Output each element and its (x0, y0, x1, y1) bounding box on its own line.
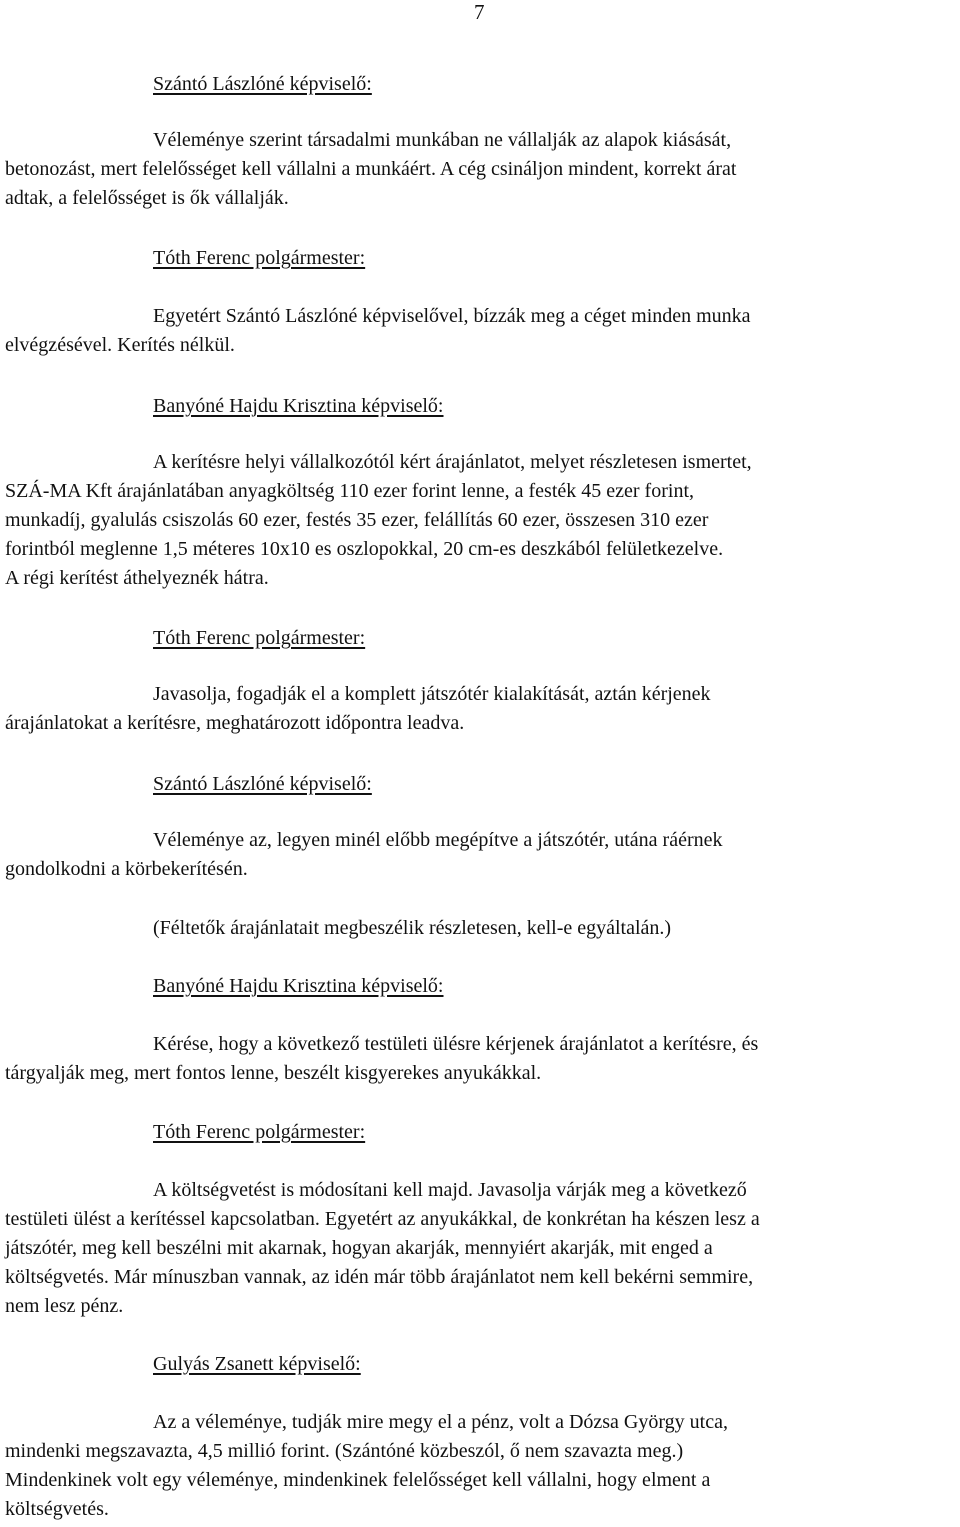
paragraph (5, 448, 960, 593)
paragraph-line: Javasolja, fogadják el a komplett játszótér kialakítását, aztán kérjenek (153, 683, 711, 705)
paragraph-line: Az a véleménye, tudják mire megy el a pénz, volt a Dózsa György utca, (153, 1411, 728, 1433)
paragraph-line: Egyetért Szántó Lászlóné képviselővel, bízzák meg a céget minden munka (153, 305, 751, 327)
paragraph (5, 126, 960, 213)
paragraph-line: munkadíj, gyalulás csiszolás 60 ezer, festés 35 ezer, felállítás 60 ezer, összesen 310 ezer (5, 509, 709, 531)
speaker-heading: Banyóné Hajdu Krisztina képviselő: (153, 975, 444, 997)
paragraph-line: adtak, a felelősséget is ők vállalják. (5, 187, 289, 209)
paragraph-line: nem lesz pénz. (5, 1295, 124, 1317)
paragraph-line: költségvetés. Már mínuszban vannak, az idén már több árajánlatot nem kell bekérni semmire, (5, 1266, 754, 1288)
paragraph-line: mindenki megszavazta, 4,5 millió forint. (Szántóné közbeszól, ő nem szavazta meg.) (5, 1440, 684, 1462)
paragraph (5, 302, 960, 360)
speaker-heading: Szántó Lászlóné képviselő: (153, 73, 372, 95)
speaker-heading: Banyóné Hajdu Krisztina képviselő: (153, 395, 444, 417)
paragraph-line: testületi ülést a kerítéssel kapcsolatban. Egyetért az anyukákkal, de konkrétan ha készen lesz a (5, 1208, 760, 1230)
paragraph-line: SZÁ-MA Kft árajánlatában anyagköltség 110 ezer forint lenne, a festék 45 ezer forint, (5, 480, 694, 502)
speaker-heading: Tóth Ferenc polgármester: (153, 1121, 366, 1143)
speaker-heading: Szántó Lászlóné képviselő: (153, 773, 372, 795)
paragraph-line: elvégzésével. Kerítés nélkül. (5, 334, 235, 356)
page-number: 7 (474, 0, 485, 24)
paragraph-line: betonozást, mert felelősséget kell vállalni a munkáért. A cég csináljon mindent, korrekt árat (5, 158, 737, 180)
paragraph-line: A kerítésre helyi vállalkozótól kért árajánlatot, melyet részletesen ismertet, (153, 451, 752, 473)
paragraph-line: Véleménye az, legyen minél előbb megépítve a játszótér, utána ráérnek (153, 829, 723, 851)
paragraph-line: Kérése, hogy a következő testületi ülésre kérjenek árajánlatot a kerítésre, és (153, 1033, 759, 1055)
speaker-heading: Gulyás Zsanett képviselő: (153, 1353, 361, 1375)
paragraph (5, 680, 960, 738)
paragraph-line: játszótér, meg kell beszélni mit akarnak, hogyan akarják, mennyiért akarják, mit enged a (5, 1237, 713, 1259)
paragraph-line: gondolkodni a körbekerítésén. (5, 858, 248, 880)
speaker-heading: Tóth Ferenc polgármester: (153, 627, 366, 649)
procedural-note: (Féltetők árajánlatait megbeszélik részletesen, kell-e egyáltalán.) (153, 917, 672, 939)
paragraph (5, 1176, 960, 1321)
paragraph-line: forintból meglenne 1,5 méteres 10x10 es oszlopokkal, 20 cm-es deszkából felületkezelve. (5, 538, 724, 560)
paragraph-line: tárgyalják meg, mert fontos lenne, beszélt kisgyerekes anyukákkal. (5, 1062, 542, 1084)
speaker-heading: Tóth Ferenc polgármester: (153, 247, 366, 269)
paragraph-line: költségvetés. (5, 1498, 109, 1520)
paragraph (5, 1030, 960, 1088)
paragraph (5, 1408, 960, 1524)
paragraph-line: A költségvetést is módosítani kell majd. Javasolja várják meg a következő (153, 1179, 747, 1201)
paragraph (5, 826, 960, 884)
paragraph-line: Véleménye szerint társadalmi munkában ne vállalják az alapok kiásását, (153, 129, 732, 151)
paragraph-line: árajánlatokat a kerítésre, meghatározott időpontra leadva. (5, 712, 465, 734)
paragraph-line: Mindenkinek volt egy véleménye, mindenkinek felelősséget kell vállalni, hogy elment a (5, 1469, 711, 1491)
paragraph-line: A régi kerítést áthelyeznék hátra. (5, 567, 269, 589)
